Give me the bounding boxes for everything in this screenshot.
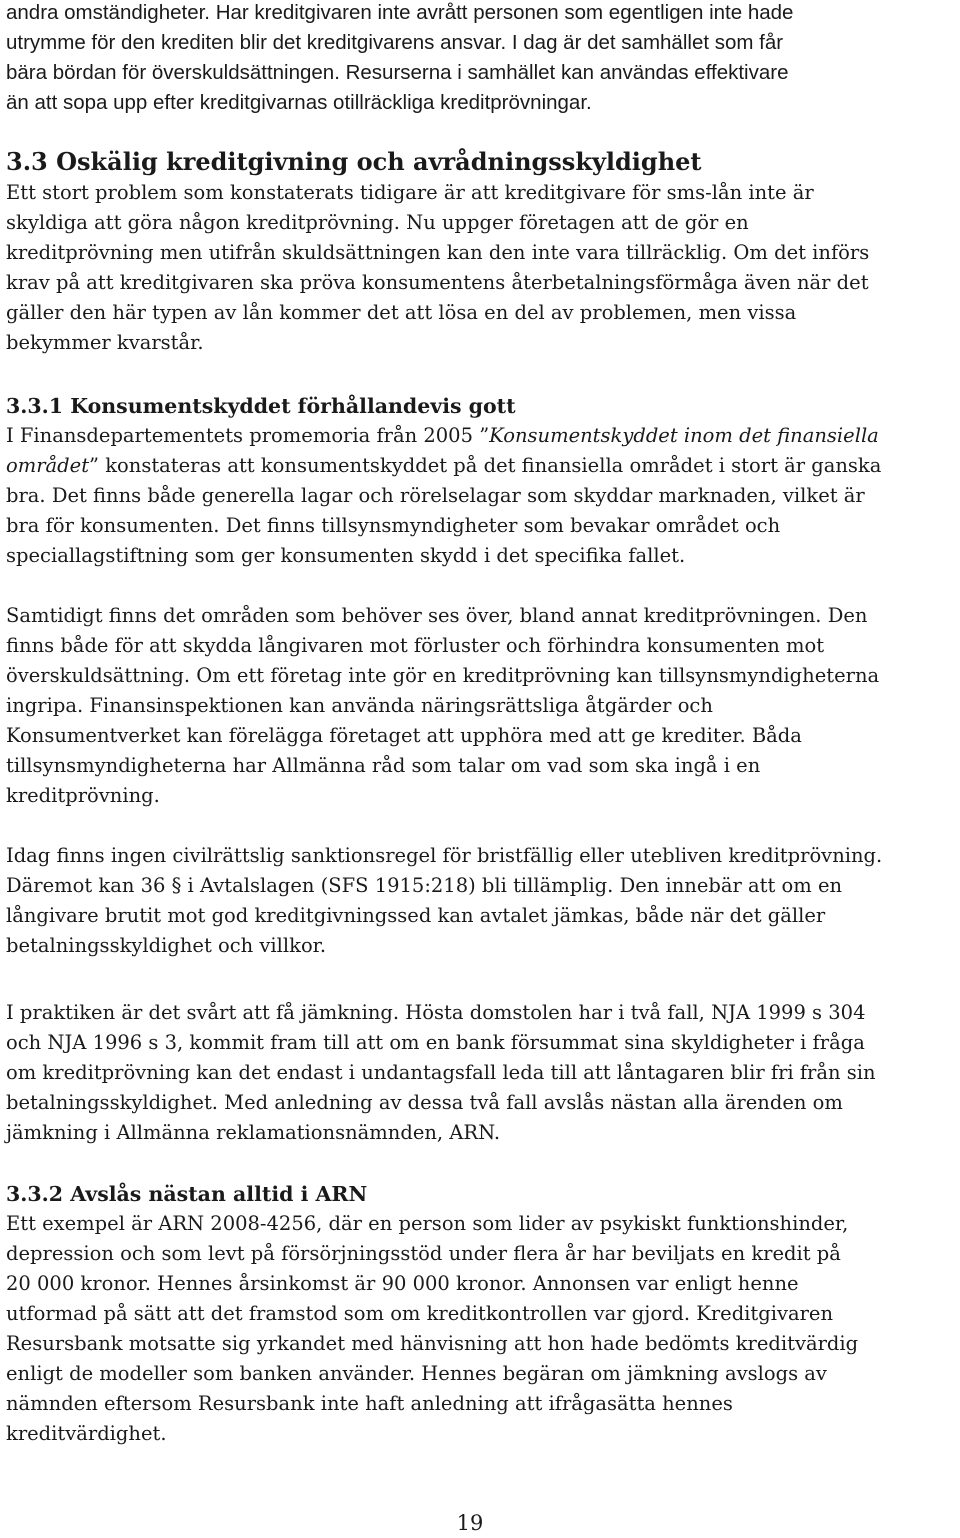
section-3-3: [6, 146, 956, 358]
paragraph-idag: Idag finns ingen civilrättslig sanktionsregel för bristfällig eller utebliven kreditprövning. Däremot kan 36 § i Avtalslagen (SFS 1915:218) bli tillämplig. Den innebär att om en långivare brutit mot god kreditgivningssed kan avtalet jämkas, både när det gäller betalningsskyldighet och villkor.: [6, 844, 883, 957]
paragraph-i-praktiken: I praktiken är det svårt att få jämkning. Hösta domstolen har i två fall, NJA 1999 s 304 och NJA 1996 s 3, kommit fram till att om en bank försummat sina skyldigheter i fråga om kreditprövning kan det endast i undantagsfall leda till att låntagaren blir fri från sin betalningsskyldighet. Med anledning av dessa två fall avslås nästan alla ärenden om jämkning i Allmänna reklamationsnämnden, ARN.: [6, 1001, 876, 1144]
section-body: Ett exempel är ARN 2008-4256, där en person som lider av psykiskt funktionshinder, depression och som levt på försörjningsstöd under flera år har beviljats en kredit på 20 000 kronor. Hennes årsinkomst är 90 000 kronor. Annonsen var enligt henne utformad på sätt att det framstod som om kreditkontrollen var gjord. Kreditgivaren Resursbank motsatte sig yrkandet med hänvisning att hon hade bedömts kreditvärdig enligt de modeller som banken använder. Hennes begäran om jämkning avslogs av nämnden eftersom Resursbank inte haft anledning att ifrågasätta hennes kreditvärdighet.: [6, 1212, 859, 1445]
text-span: I Finansdepartementets promemoria från 2005 ”: [6, 424, 490, 447]
section-heading: 3.3 Oskälig kreditgivning och avrådningsskyldighet: [6, 147, 702, 176]
paragraph-promemoria: [6, 421, 956, 571]
document-page: [6, 0, 956, 1445]
italic-title: Konsumentskyddet inom det finansiella: [489, 424, 879, 447]
subsection-heading: 3.3.1 Konsumentskyddet förhållandevis gott: [6, 394, 516, 418]
section-body: Ett stort problem som konstaterats tidigare är att kreditgivare för sms-lån inte är skyldiga att göra någon kreditprövning. Nu uppger företagen att de gör en kreditprövning men utifrån skuldsättningen kan den inte vara tillräcklig. Om det införs krav på att kreditgivaren ska pröva konsumentens återbetalningsförmåga även när det gäller den här typen av lån kommer det att lösa en del av problemen, men vissa bekymmer kvarstår.: [6, 181, 870, 354]
section-3-3-1: [6, 391, 956, 571]
section-3-3-2: [6, 1179, 956, 1449]
page-number: 19: [456, 1511, 484, 1535]
subsection-heading: 3.3.2 Avslås nästan alltid i ARN: [6, 1182, 368, 1206]
italic-title: området: [6, 454, 90, 477]
text-span: ” konstateras att konsumentskyddet på det finansiella området i stort är ganska bra. Det finns både generella lagar och rörelselagar som skyddar marknaden, vilket är bra för konsumenten. Det finns tillsynsmyndigheter som bevakar området och speciallagstiftning som ger konsumenten skydd i det specifika fallet.: [6, 454, 882, 567]
paragraph-samtidigt: Samtidigt finns det områden som behöver ses över, bland annat kreditprövningen. Den finns både för att skydda långivaren mot förluster och förhindra konsumenten mot överskuldsättning. Om ett företag inte gör en kreditprövning kan tillsynsmyndigheterna ingripa. Finansinspektionen kan använda näringsrättsliga åtgärder och Konsumentverket kan förelägga företaget att upphöra med att ge krediter. Båda tillsynsmyndigheterna har Allmänna råd som talar om vad som ska ingå i en kreditprövning.: [6, 604, 880, 807]
intro-paragraph: andra omständigheter. Har kreditgivaren inte avrått personen som egentligen inte hade utrymme för den krediten blir det kreditgivarens ansvar. I dag är det samhället som får bära bördan för överskuldsättningen. Resurserna i samhället kan användas effektivare än att sopa upp efter kreditgivarnas otillräckliga kreditprövningar.: [6, 1, 794, 114]
